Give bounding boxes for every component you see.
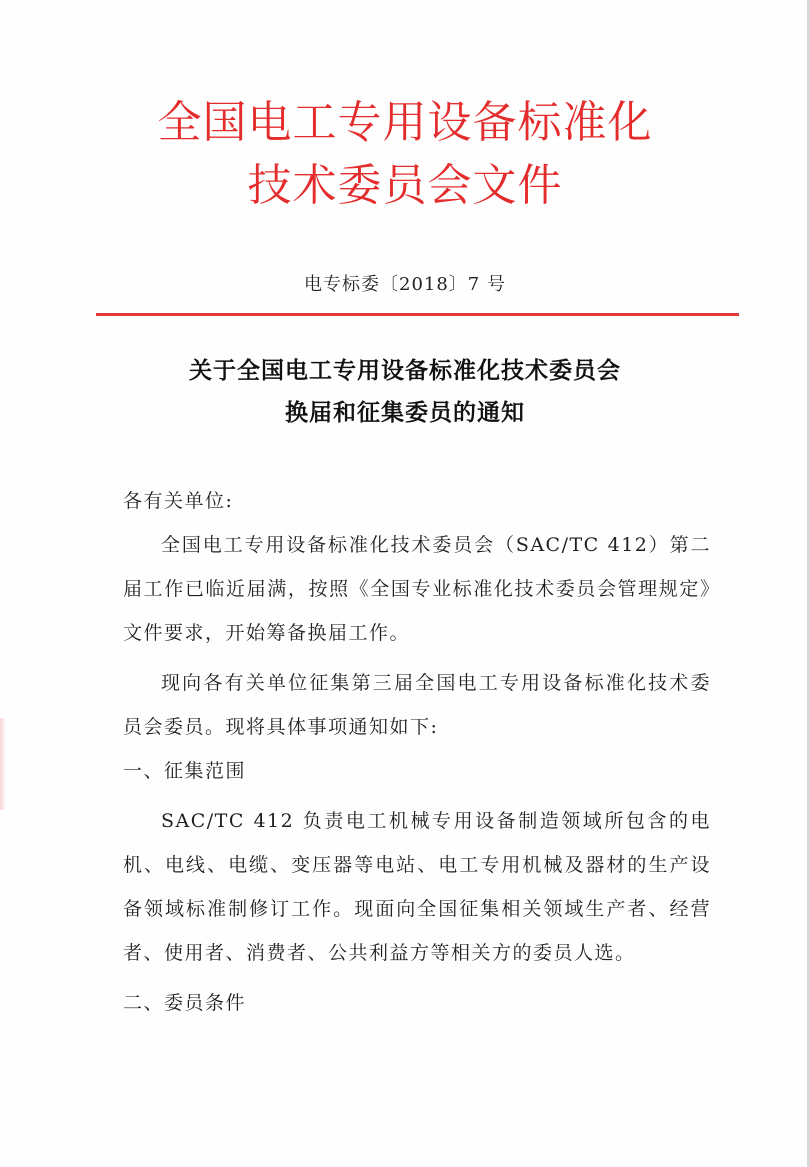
document-number: 电专标委〔2018〕7 号 xyxy=(304,274,506,295)
salutation: 各有关单位: xyxy=(123,490,234,512)
notice-title-line-2: 换届和征集委员的通知 xyxy=(285,399,525,426)
masthead-line-2: 技术委员会文件 xyxy=(247,160,563,211)
paragraph-3: SAC/TC 412 负责电工机械专用设备制造领域所包含的电机、电线、电缆、变压器等电站、电工专用机械及器材的生产设备领域标准制修订工作。现面向全国征集相关领域生产者、经营者、使用者、消费者、公共利益方等相关方的委员人选。 xyxy=(123,810,711,964)
section-heading-1: 一、征集范围 xyxy=(123,760,247,782)
notice-title-line-1: 关于全国电工专用设备标准化技术委员会 xyxy=(189,357,621,384)
notice-body xyxy=(123,479,711,1025)
paragraph-1: 全国电工专用设备标准化技术委员会（SAC/TC 412）第二届工作已临近届满，按照《全国专业标准化技术委员会管理规定》文件要求，开始筹备换届工作。 xyxy=(123,534,711,644)
scan-margin-mark xyxy=(0,718,6,810)
section-heading-2: 二、委员条件 xyxy=(123,992,247,1014)
paragraph-2: 现向各有关单位征集第三届全国电工专用设备标准化技术委员会委员。现将具体事项通知如下: xyxy=(123,672,711,738)
red-divider xyxy=(96,313,739,316)
masthead-line-1: 全国电工专用设备标准化 xyxy=(157,97,653,148)
